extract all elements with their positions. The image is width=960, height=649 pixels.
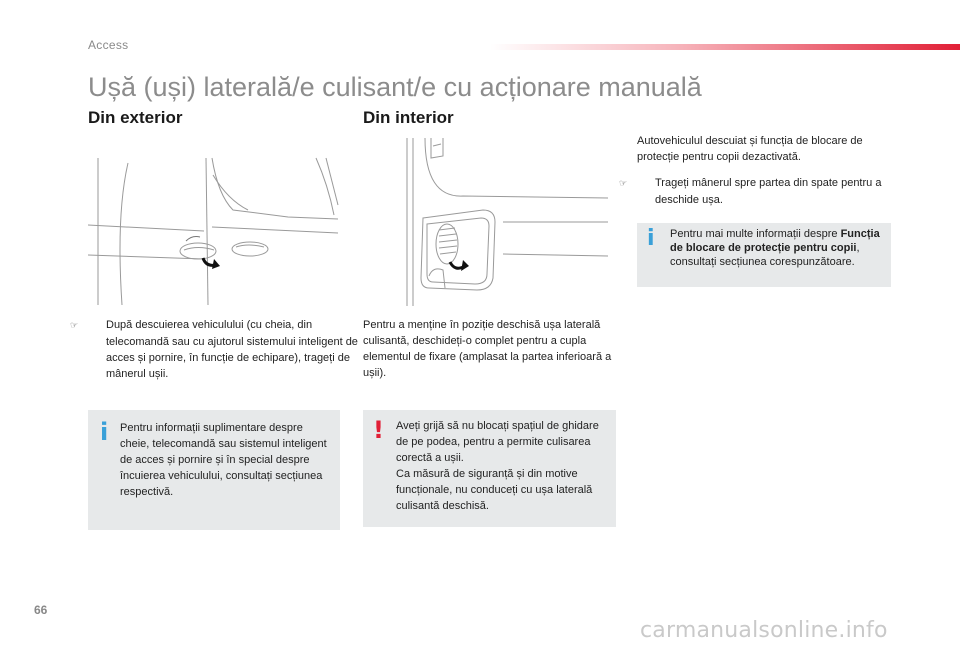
section-label: Access [88,38,129,52]
info-box-child-lock [637,223,891,287]
pointer-bullet-icon: ☞ [70,321,79,331]
child-lock-bullet-paragraph [619,175,895,208]
info-box-exterior-text: Pentru informații suplimentare despre cheie, telecomandă sau sistemul inteligent de acces și pornire și în special despre încuierea vehiculului, consultați secțiunea respectivă. [120,422,327,498]
exterior-bullet-paragraph [70,317,360,382]
child-lock-function-name: Funcția de blocare de protecție pentru copii [670,228,880,254]
info-icon: i [647,226,655,251]
pointer-bullet-icon: ☞ [619,179,628,189]
warning-box-interior [363,410,616,527]
info-icon: i [100,418,109,446]
header-accent-bar [490,44,960,50]
exterior-door-illustration [88,155,340,307]
watermark: carmanualsonline.info [640,618,888,643]
heading-interior: Din interior [363,108,454,127]
info-suffix: , consultați secțiunea corespunzătoare. [670,242,860,268]
warning-line-1: Aveți grijă să nu blocați spațiul de ghidare de pe podea, pentru a permite culisarea corectă a ușii. [396,420,599,464]
heading-exterior: Din exterior [88,108,183,127]
info-box-child-lock-text [670,227,884,269]
child-lock-bullet-text: Trageți mânerul spre partea din spate pentru a deschide ușa. [655,177,882,206]
exterior-bullet-text: După descuierea vehiculului (cu cheia, din telecomandă sau cu ajutorul sistemului inteligent de acces și pornire, în funcție de echipare), trageți de mânerul ușii. [106,319,358,380]
child-lock-intro: Autovehiculul descuiat și funcția de blocare de protecție pentru copii dezactivată. [637,135,863,163]
page-number: 66 [34,603,48,617]
interior-door-illustration [403,138,613,308]
info-prefix: Pentru mai multe informații despre [670,228,841,240]
page-title: Ușă (uși) laterală/e culisant/e cu acționare manuală [88,72,702,102]
interior-paragraph: Pentru a menține în poziție deschisă ușa laterală culisantă, deschideți-o complet pentru a cupla elementul de fixare (amplasat la partea inferioară a ușii). [363,319,612,379]
warning-box-text [396,418,610,514]
info-box-exterior [88,410,340,530]
warning-line-2: Ca măsură de siguranță și din motive funcționale, nu conduceți cu ușa laterală culisantă deschisă. [396,468,593,512]
warning-icon: ! [373,416,384,444]
